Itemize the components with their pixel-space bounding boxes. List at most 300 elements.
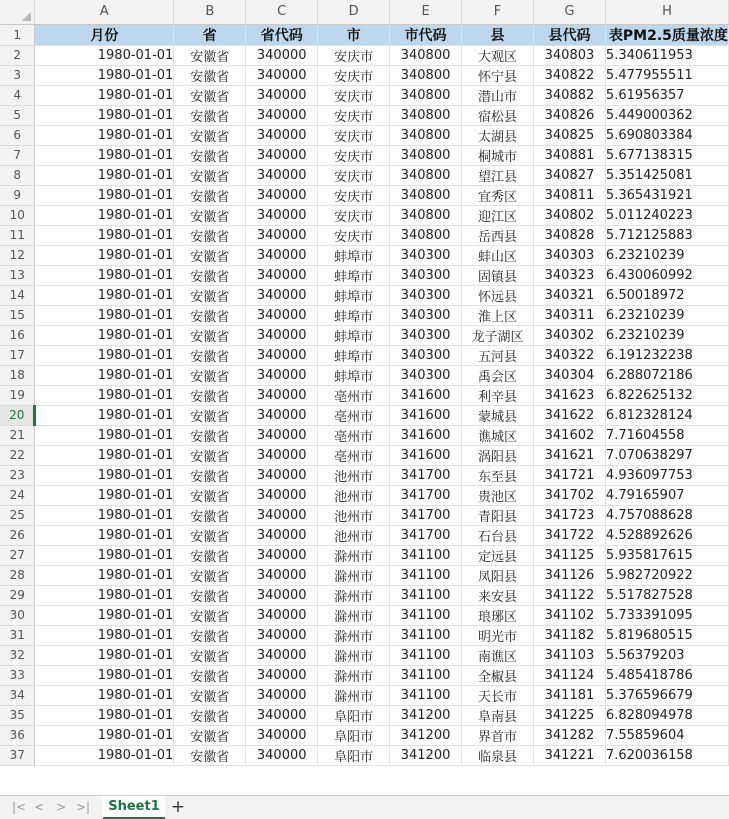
cell-province[interactable]: 安徽省 xyxy=(174,265,246,285)
cell-city[interactable]: 安庆市 xyxy=(318,125,390,145)
cell-city-code[interactable]: 340300 xyxy=(390,265,462,285)
row-header[interactable]: 29 xyxy=(0,585,35,605)
cell-city-code[interactable]: 341200 xyxy=(390,705,462,725)
header-cell-city[interactable]: 市 xyxy=(318,24,390,45)
cell-city-code[interactable]: 340800 xyxy=(390,45,462,65)
cell-county-code[interactable]: 341622 xyxy=(533,405,605,425)
row-header[interactable]: 6 xyxy=(0,125,35,145)
cell-province[interactable]: 安徽省 xyxy=(174,285,246,305)
cell-county-code[interactable]: 341221 xyxy=(533,745,605,765)
cell-pm25[interactable]: 7.620036158 xyxy=(605,745,728,765)
cell-city-code[interactable]: 341200 xyxy=(390,745,462,765)
cell-province-code[interactable]: 340000 xyxy=(246,205,318,225)
cell-city-code[interactable]: 340800 xyxy=(390,225,462,245)
cell-county-code[interactable]: 340811 xyxy=(533,185,605,205)
cell-county-code[interactable]: 341126 xyxy=(533,565,605,585)
cell-county[interactable]: 淮上区 xyxy=(462,305,534,325)
cell-pm25[interactable]: 6.822625132 xyxy=(605,385,728,405)
cell-province[interactable]: 安徽省 xyxy=(174,485,246,505)
cell-pm25[interactable]: 5.712125883 xyxy=(605,225,728,245)
cell-month[interactable]: 1980-01-01 xyxy=(35,425,174,445)
column-header-b[interactable]: B xyxy=(174,0,246,24)
cell-province[interactable]: 安徽省 xyxy=(174,385,246,405)
cell-city[interactable]: 亳州市 xyxy=(318,425,390,445)
cell-city-code[interactable]: 341100 xyxy=(390,605,462,625)
row-header[interactable]: 31 xyxy=(0,625,35,645)
cell-county-code[interactable]: 340881 xyxy=(533,145,605,165)
row-header[interactable]: 15 xyxy=(0,305,35,325)
cell-city-code[interactable]: 340800 xyxy=(390,65,462,85)
cell-county-code[interactable]: 340322 xyxy=(533,345,605,365)
cell-county-code[interactable]: 341623 xyxy=(533,385,605,405)
row-header[interactable]: 1 xyxy=(0,24,35,45)
cell-province-code[interactable]: 340000 xyxy=(246,605,318,625)
cell-city[interactable]: 安庆市 xyxy=(318,165,390,185)
cell-province-code[interactable]: 340000 xyxy=(246,445,318,465)
cell-month[interactable]: 1980-01-01 xyxy=(35,745,174,765)
cell-county-code[interactable]: 340825 xyxy=(533,125,605,145)
cell-province[interactable]: 安徽省 xyxy=(174,365,246,385)
cell-province-code[interactable]: 340000 xyxy=(246,585,318,605)
row-header[interactable]: 28 xyxy=(0,565,35,585)
header-cell-county-code[interactable]: 县代码 xyxy=(533,24,605,45)
cell-county[interactable]: 太湖县 xyxy=(462,125,534,145)
cell-pm25[interactable]: 5.677138315 xyxy=(605,145,728,165)
cell-month[interactable]: 1980-01-01 xyxy=(35,625,174,645)
cell-pm25[interactable]: 5.365431921 xyxy=(605,185,728,205)
cell-province[interactable]: 安徽省 xyxy=(174,205,246,225)
cell-county[interactable]: 蚌山区 xyxy=(462,245,534,265)
cell-city-code[interactable]: 340800 xyxy=(390,125,462,145)
cell-pm25[interactable]: 5.340611953 xyxy=(605,45,728,65)
cell-month[interactable]: 1980-01-01 xyxy=(35,405,174,425)
cell-province[interactable]: 安徽省 xyxy=(174,445,246,465)
cell-province[interactable]: 安徽省 xyxy=(174,565,246,585)
cell-county-code[interactable]: 341181 xyxy=(533,685,605,705)
cell-province[interactable]: 安徽省 xyxy=(174,345,246,365)
cell-county-code[interactable]: 341721 xyxy=(533,465,605,485)
cell-month[interactable]: 1980-01-01 xyxy=(35,165,174,185)
cell-month[interactable]: 1980-01-01 xyxy=(35,545,174,565)
cell-county-code[interactable]: 341602 xyxy=(533,425,605,445)
cell-county[interactable]: 桐城市 xyxy=(462,145,534,165)
row-header[interactable]: 26 xyxy=(0,525,35,545)
cell-city-code[interactable]: 340300 xyxy=(390,285,462,305)
row-header[interactable]: 8 xyxy=(0,165,35,185)
header-cell-city-code[interactable]: 市代码 xyxy=(390,24,462,45)
select-all-corner[interactable] xyxy=(0,0,35,24)
cell-pm25[interactable]: 4.79165907 xyxy=(605,485,728,505)
cell-province-code[interactable]: 340000 xyxy=(246,645,318,665)
cell-county-code[interactable]: 341124 xyxy=(533,665,605,685)
cell-city[interactable]: 池州市 xyxy=(318,505,390,525)
cell-city-code[interactable]: 340800 xyxy=(390,105,462,125)
cell-county[interactable]: 宿松县 xyxy=(462,105,534,125)
row-header[interactable]: 32 xyxy=(0,645,35,665)
cell-city[interactable]: 滁州市 xyxy=(318,645,390,665)
cell-province[interactable]: 安徽省 xyxy=(174,645,246,665)
row-header[interactable]: 5 xyxy=(0,105,35,125)
cell-county-code[interactable]: 341621 xyxy=(533,445,605,465)
cell-county[interactable]: 东至县 xyxy=(462,465,534,485)
row-header[interactable]: 33 xyxy=(0,665,35,685)
cell-county[interactable]: 迎江区 xyxy=(462,205,534,225)
cell-city[interactable]: 安庆市 xyxy=(318,145,390,165)
header-cell-county[interactable]: 县 xyxy=(462,24,534,45)
cell-county-code[interactable]: 340311 xyxy=(533,305,605,325)
cell-city[interactable]: 亳州市 xyxy=(318,445,390,465)
cell-province[interactable]: 安徽省 xyxy=(174,625,246,645)
cell-city-code[interactable]: 340300 xyxy=(390,305,462,325)
cell-province[interactable]: 安徽省 xyxy=(174,665,246,685)
cell-month[interactable]: 1980-01-01 xyxy=(35,665,174,685)
cell-province-code[interactable]: 340000 xyxy=(246,525,318,545)
cell-city-code[interactable]: 341700 xyxy=(390,465,462,485)
cell-month[interactable]: 1980-01-01 xyxy=(35,445,174,465)
cell-province[interactable]: 安徽省 xyxy=(174,745,246,765)
cell-province-code[interactable]: 340000 xyxy=(246,685,318,705)
cell-county[interactable]: 凤阳县 xyxy=(462,565,534,585)
cell-county[interactable]: 界首市 xyxy=(462,725,534,745)
cell-province[interactable]: 安徽省 xyxy=(174,245,246,265)
row-header[interactable]: 27 xyxy=(0,545,35,565)
cell-province[interactable]: 安徽省 xyxy=(174,165,246,185)
row-header[interactable]: 12 xyxy=(0,245,35,265)
cell-province-code[interactable]: 340000 xyxy=(246,285,318,305)
cell-county[interactable]: 天长市 xyxy=(462,685,534,705)
cell-county[interactable]: 涡阳县 xyxy=(462,445,534,465)
column-header-e[interactable]: E xyxy=(390,0,462,24)
cell-pm25[interactable]: 5.982720922 xyxy=(605,565,728,585)
cell-county[interactable]: 阜南县 xyxy=(462,705,534,725)
cell-city-code[interactable]: 341700 xyxy=(390,505,462,525)
row-header[interactable]: 13 xyxy=(0,265,35,285)
cell-county-code[interactable]: 340882 xyxy=(533,85,605,105)
cell-pm25[interactable]: 5.517827528 xyxy=(605,585,728,605)
cell-county[interactable]: 青阳县 xyxy=(462,505,534,525)
cell-month[interactable]: 1980-01-01 xyxy=(35,265,174,285)
row-header[interactable]: 23 xyxy=(0,465,35,485)
header-cell-province[interactable]: 省 xyxy=(174,24,246,45)
cell-month[interactable]: 1980-01-01 xyxy=(35,485,174,505)
cell-month[interactable]: 1980-01-01 xyxy=(35,725,174,745)
cell-province-code[interactable]: 340000 xyxy=(246,105,318,125)
row-header[interactable]: 35 xyxy=(0,705,35,725)
cell-county-code[interactable]: 340303 xyxy=(533,245,605,265)
prev-sheet-nav-icon[interactable]: < xyxy=(33,800,45,814)
cell-province[interactable]: 安徽省 xyxy=(174,405,246,425)
cell-city[interactable]: 阜阳市 xyxy=(318,705,390,725)
cell-city-code[interactable]: 340800 xyxy=(390,145,462,165)
cell-province-code[interactable]: 340000 xyxy=(246,745,318,765)
cell-pm25[interactable]: 6.288072186 xyxy=(605,365,728,385)
cell-city-code[interactable]: 340300 xyxy=(390,345,462,365)
row-header[interactable]: 14 xyxy=(0,285,35,305)
cell-city-code[interactable]: 340800 xyxy=(390,205,462,225)
cell-pm25[interactable]: 6.430060992 xyxy=(605,265,728,285)
cell-county[interactable]: 禹会区 xyxy=(462,365,534,385)
cell-month[interactable]: 1980-01-01 xyxy=(35,145,174,165)
cell-city-code[interactable]: 341600 xyxy=(390,425,462,445)
cell-province[interactable]: 安徽省 xyxy=(174,305,246,325)
cell-pm25[interactable]: 6.812328124 xyxy=(605,405,728,425)
cell-month[interactable]: 1980-01-01 xyxy=(35,365,174,385)
cell-month[interactable]: 1980-01-01 xyxy=(35,525,174,545)
cell-pm25[interactable]: 6.23210239 xyxy=(605,325,728,345)
cell-pm25[interactable]: 5.56379203 xyxy=(605,645,728,665)
row-header[interactable]: 19 xyxy=(0,385,35,405)
row-header[interactable]: 2 xyxy=(0,45,35,65)
cell-county[interactable]: 贵池区 xyxy=(462,485,534,505)
cell-county-code[interactable]: 340827 xyxy=(533,165,605,185)
cell-city[interactable]: 滁州市 xyxy=(318,685,390,705)
cell-county[interactable]: 谯城区 xyxy=(462,425,534,445)
cell-county-code[interactable]: 341702 xyxy=(533,485,605,505)
cell-city[interactable]: 蚌埠市 xyxy=(318,345,390,365)
cell-city-code[interactable]: 340300 xyxy=(390,245,462,265)
cell-city-code[interactable]: 340300 xyxy=(390,365,462,385)
cell-pm25[interactable]: 5.935817615 xyxy=(605,545,728,565)
cell-province-code[interactable]: 340000 xyxy=(246,425,318,445)
cell-province-code[interactable]: 340000 xyxy=(246,665,318,685)
cell-month[interactable]: 1980-01-01 xyxy=(35,205,174,225)
cell-county[interactable]: 望江县 xyxy=(462,165,534,185)
cell-county[interactable]: 利辛县 xyxy=(462,385,534,405)
cell-pm25[interactable]: 5.61956357 xyxy=(605,85,728,105)
cell-month[interactable]: 1980-01-01 xyxy=(35,305,174,325)
cell-city-code[interactable]: 340800 xyxy=(390,185,462,205)
cell-city-code[interactable]: 341100 xyxy=(390,545,462,565)
cell-month[interactable]: 1980-01-01 xyxy=(35,565,174,585)
next-sheet-nav-icon[interactable]: > xyxy=(55,800,67,814)
cell-month[interactable]: 1980-01-01 xyxy=(35,505,174,525)
cell-county[interactable]: 琅琊区 xyxy=(462,605,534,625)
cell-province[interactable]: 安徽省 xyxy=(174,505,246,525)
cell-province-code[interactable]: 340000 xyxy=(246,725,318,745)
cell-month[interactable]: 1980-01-01 xyxy=(35,105,174,125)
cell-province-code[interactable]: 340000 xyxy=(246,385,318,405)
cell-month[interactable]: 1980-01-01 xyxy=(35,45,174,65)
add-sheet-icon[interactable]: + xyxy=(170,797,186,817)
row-header[interactable]: 9 xyxy=(0,185,35,205)
cell-county-code[interactable]: 341723 xyxy=(533,505,605,525)
cell-county-code[interactable]: 340826 xyxy=(533,105,605,125)
row-header[interactable]: 3 xyxy=(0,65,35,85)
cell-province[interactable]: 安徽省 xyxy=(174,225,246,245)
cell-province[interactable]: 安徽省 xyxy=(174,525,246,545)
cell-city[interactable]: 蚌埠市 xyxy=(318,325,390,345)
cell-county[interactable]: 定远县 xyxy=(462,545,534,565)
row-header[interactable]: 7 xyxy=(0,145,35,165)
cell-province[interactable]: 安徽省 xyxy=(174,185,246,205)
cell-county-code[interactable]: 340822 xyxy=(533,65,605,85)
cell-city[interactable]: 滁州市 xyxy=(318,585,390,605)
cell-pm25[interactable]: 5.376596679 xyxy=(605,685,728,705)
cell-city[interactable]: 滁州市 xyxy=(318,665,390,685)
row-header[interactable]: 10 xyxy=(0,205,35,225)
cell-province[interactable]: 安徽省 xyxy=(174,105,246,125)
row-header[interactable]: 16 xyxy=(0,325,35,345)
cell-county-code[interactable]: 340302 xyxy=(533,325,605,345)
sheet-tab-sheet1[interactable]: Sheet1 xyxy=(103,796,165,819)
cell-county[interactable]: 明光市 xyxy=(462,625,534,645)
cell-city[interactable]: 安庆市 xyxy=(318,45,390,65)
cell-city[interactable]: 滁州市 xyxy=(318,605,390,625)
row-header[interactable]: 11 xyxy=(0,225,35,245)
cell-county[interactable]: 南谯区 xyxy=(462,645,534,665)
cell-city-code[interactable]: 341600 xyxy=(390,385,462,405)
cell-month[interactable]: 1980-01-01 xyxy=(35,185,174,205)
cell-county-code[interactable]: 341182 xyxy=(533,625,605,645)
cell-pm25[interactable]: 6.23210239 xyxy=(605,305,728,325)
row-header[interactable]: 20 xyxy=(0,405,35,425)
column-header-d[interactable]: D xyxy=(318,0,390,24)
cell-county-code[interactable]: 341722 xyxy=(533,525,605,545)
cell-month[interactable]: 1980-01-01 xyxy=(35,85,174,105)
cell-county[interactable]: 潜山市 xyxy=(462,85,534,105)
cell-province[interactable]: 安徽省 xyxy=(174,585,246,605)
cell-province-code[interactable]: 340000 xyxy=(246,325,318,345)
cell-province-code[interactable]: 340000 xyxy=(246,125,318,145)
cell-month[interactable]: 1980-01-01 xyxy=(35,705,174,725)
cell-pm25[interactable]: 5.477955511 xyxy=(605,65,728,85)
cell-province-code[interactable]: 340000 xyxy=(246,545,318,565)
row-header[interactable]: 18 xyxy=(0,365,35,385)
cell-month[interactable]: 1980-01-01 xyxy=(35,345,174,365)
cell-province-code[interactable]: 340000 xyxy=(246,225,318,245)
cell-month[interactable]: 1980-01-01 xyxy=(35,225,174,245)
cell-province-code[interactable]: 340000 xyxy=(246,45,318,65)
cell-province[interactable]: 安徽省 xyxy=(174,425,246,445)
cell-month[interactable]: 1980-01-01 xyxy=(35,585,174,605)
cell-county-code[interactable]: 340828 xyxy=(533,225,605,245)
cell-pm25[interactable]: 4.757088628 xyxy=(605,505,728,525)
cell-province-code[interactable]: 340000 xyxy=(246,365,318,385)
cell-pm25[interactable]: 7.070638297 xyxy=(605,445,728,465)
cell-province[interactable]: 安徽省 xyxy=(174,325,246,345)
cell-month[interactable]: 1980-01-01 xyxy=(35,465,174,485)
column-header-c[interactable]: C xyxy=(246,0,318,24)
cell-county-code[interactable]: 340323 xyxy=(533,265,605,285)
cell-pm25[interactable]: 5.351425081 xyxy=(605,165,728,185)
cell-county-code[interactable]: 341125 xyxy=(533,545,605,565)
cell-city[interactable]: 蚌埠市 xyxy=(318,265,390,285)
row-header[interactable]: 21 xyxy=(0,425,35,445)
cell-city[interactable]: 阜阳市 xyxy=(318,725,390,745)
cell-city[interactable]: 蚌埠市 xyxy=(318,305,390,325)
cell-county[interactable]: 固镇县 xyxy=(462,265,534,285)
row-header[interactable]: 24 xyxy=(0,485,35,505)
cell-pm25[interactable]: 5.485418786 xyxy=(605,665,728,685)
cell-month[interactable]: 1980-01-01 xyxy=(35,385,174,405)
cell-city-code[interactable]: 341100 xyxy=(390,645,462,665)
cell-month[interactable]: 1980-01-01 xyxy=(35,645,174,665)
column-header-a[interactable]: A xyxy=(35,0,174,24)
row-header[interactable]: 34 xyxy=(0,685,35,705)
cell-city-code[interactable]: 341600 xyxy=(390,445,462,465)
cell-province-code[interactable]: 340000 xyxy=(246,85,318,105)
cell-province-code[interactable]: 340000 xyxy=(246,245,318,265)
cell-county[interactable]: 怀宁县 xyxy=(462,65,534,85)
cell-city[interactable]: 滁州市 xyxy=(318,625,390,645)
cell-county-code[interactable]: 341102 xyxy=(533,605,605,625)
cell-province-code[interactable]: 340000 xyxy=(246,565,318,585)
cell-county-code[interactable]: 340321 xyxy=(533,285,605,305)
cell-city[interactable]: 滁州市 xyxy=(318,565,390,585)
cell-province-code[interactable]: 340000 xyxy=(246,345,318,365)
cell-province-code[interactable]: 340000 xyxy=(246,505,318,525)
cell-city[interactable]: 池州市 xyxy=(318,485,390,505)
cell-city-code[interactable]: 341100 xyxy=(390,585,462,605)
cell-province-code[interactable]: 340000 xyxy=(246,485,318,505)
cell-city-code[interactable]: 341100 xyxy=(390,625,462,645)
cell-month[interactable]: 1980-01-01 xyxy=(35,605,174,625)
cell-province-code[interactable]: 340000 xyxy=(246,705,318,725)
cell-province-code[interactable]: 340000 xyxy=(246,65,318,85)
cell-month[interactable]: 1980-01-01 xyxy=(35,325,174,345)
cell-city-code[interactable]: 340300 xyxy=(390,325,462,345)
column-header-f[interactable]: F xyxy=(462,0,534,24)
row-header[interactable]: 17 xyxy=(0,345,35,365)
cell-pm25[interactable]: 5.733391095 xyxy=(605,605,728,625)
cell-province[interactable]: 安徽省 xyxy=(174,65,246,85)
cell-county[interactable]: 龙子湖区 xyxy=(462,325,534,345)
cell-province-code[interactable]: 340000 xyxy=(246,165,318,185)
cell-county-code[interactable]: 341225 xyxy=(533,705,605,725)
column-header-h[interactable]: H xyxy=(605,0,728,24)
cell-province[interactable]: 安徽省 xyxy=(174,125,246,145)
cell-county[interactable]: 怀远县 xyxy=(462,285,534,305)
cell-month[interactable]: 1980-01-01 xyxy=(35,125,174,145)
cell-city[interactable]: 安庆市 xyxy=(318,105,390,125)
first-sheet-nav-icon[interactable]: |< xyxy=(11,800,27,814)
cell-province[interactable]: 安徽省 xyxy=(174,145,246,165)
cell-pm25[interactable]: 7.71604558 xyxy=(605,425,728,445)
cell-county[interactable]: 宜秀区 xyxy=(462,185,534,205)
cell-province[interactable]: 安徽省 xyxy=(174,605,246,625)
cell-city[interactable]: 池州市 xyxy=(318,465,390,485)
cell-province-code[interactable]: 340000 xyxy=(246,145,318,165)
row-header[interactable]: 37 xyxy=(0,745,35,765)
cell-city[interactable]: 蚌埠市 xyxy=(318,365,390,385)
cell-month[interactable]: 1980-01-01 xyxy=(35,65,174,85)
cell-city[interactable]: 池州市 xyxy=(318,525,390,545)
cell-city-code[interactable]: 341200 xyxy=(390,725,462,745)
cell-city[interactable]: 安庆市 xyxy=(318,185,390,205)
cell-province-code[interactable]: 340000 xyxy=(246,465,318,485)
cell-county[interactable]: 石台县 xyxy=(462,525,534,545)
cell-pm25[interactable]: 4.528892626 xyxy=(605,525,728,545)
cell-month[interactable]: 1980-01-01 xyxy=(35,685,174,705)
cell-province-code[interactable]: 340000 xyxy=(246,625,318,645)
cell-city[interactable]: 安庆市 xyxy=(318,85,390,105)
cell-province-code[interactable]: 340000 xyxy=(246,185,318,205)
cell-city-code[interactable]: 340800 xyxy=(390,85,462,105)
cell-pm25[interactable]: 5.819680515 xyxy=(605,625,728,645)
cell-city[interactable]: 蚌埠市 xyxy=(318,245,390,265)
row-header[interactable]: 30 xyxy=(0,605,35,625)
cell-province[interactable]: 安徽省 xyxy=(174,85,246,105)
cell-province[interactable]: 安徽省 xyxy=(174,45,246,65)
cell-pm25[interactable]: 6.191232238 xyxy=(605,345,728,365)
cell-city-code[interactable]: 341100 xyxy=(390,685,462,705)
cell-city-code[interactable]: 341600 xyxy=(390,405,462,425)
header-cell-province-code[interactable]: 省代码 xyxy=(246,24,318,45)
cell-pm25[interactable]: 7.55859604 xyxy=(605,725,728,745)
row-header[interactable]: 22 xyxy=(0,445,35,465)
cell-province[interactable]: 安徽省 xyxy=(174,705,246,725)
cell-city[interactable]: 滁州市 xyxy=(318,545,390,565)
